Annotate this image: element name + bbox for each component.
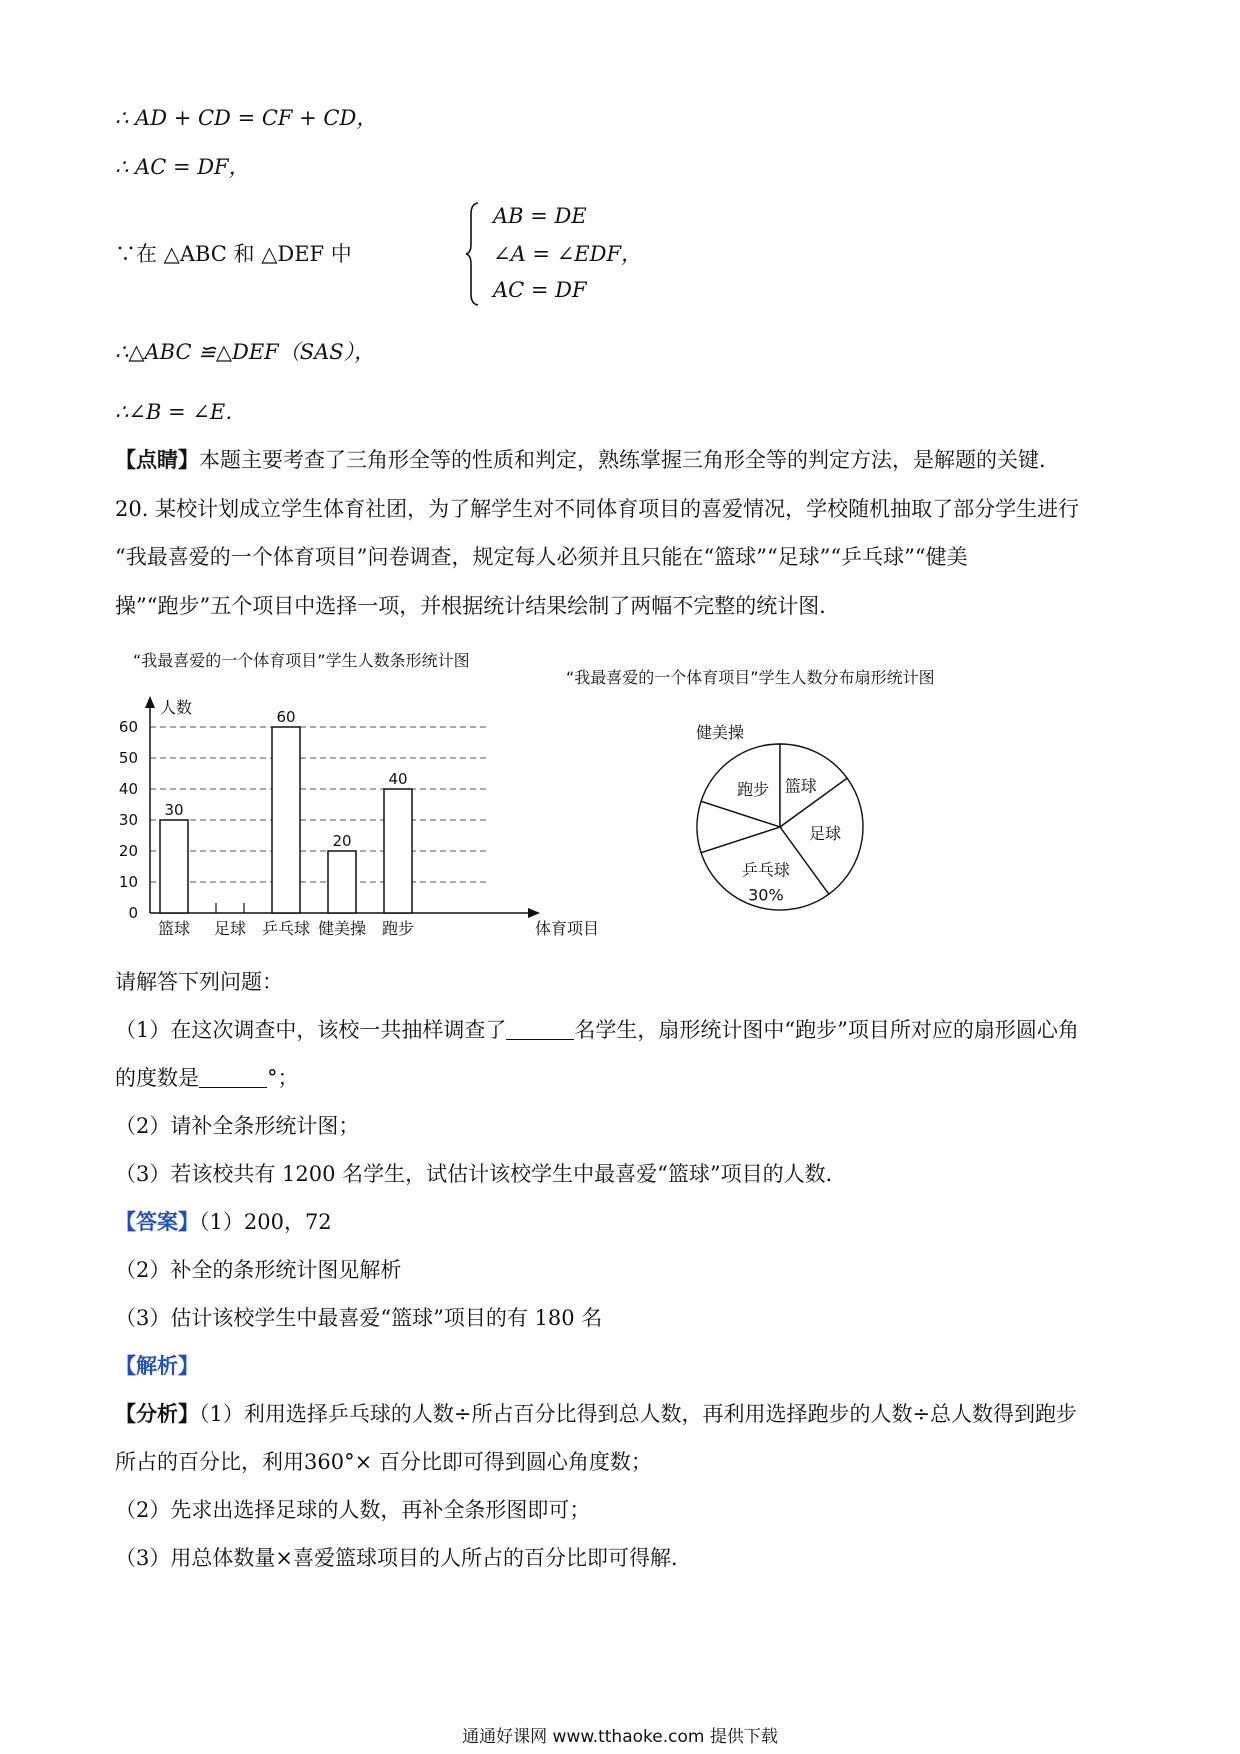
fenxi-label: 【分析】: [115, 1401, 199, 1426]
question-line-3: 操”“跑步”五个项目中选择一项，并根据统计结果绘制了两幅不完整的统计图．: [115, 594, 841, 618]
system-eq-3: AC = DF: [493, 278, 587, 302]
prompt-q1-part-b: 名学生，扇形统计图中“跑步”项目所对应的扇形圆心角: [574, 1018, 1079, 1042]
dianjing-text: 本题主要考查了三角形全等的性质和判定，熟练掌握三角形全等的判定方法，是解题的关键．: [199, 448, 1060, 472]
pie-chart-title: “我最喜爱的一个体育项目”学生人数分布扇形统计图: [566, 668, 935, 687]
x-axis-label: 体育项目: [535, 919, 600, 938]
prompt-q1-part-d: °；: [267, 1066, 299, 1090]
pie-percent-label: 30%: [748, 885, 784, 905]
x-tick-label: 乒乓球: [261, 919, 311, 938]
pie-slice-label: 乒乓球: [741, 860, 790, 880]
y-tick-label: 30: [118, 811, 138, 829]
prompt-q1-part-c: 的度数是: [115, 1066, 199, 1090]
y-tick-label: 0: [128, 904, 138, 922]
fenxi-1b: 所占的百分比，利用360°× 百分比即可得到圆心角度数；: [115, 1450, 652, 1474]
proof-line-1: ∴ AD + CD = CF + CD，: [115, 106, 378, 130]
bar: [328, 851, 356, 913]
dianjing-paragraph: [115, 446, 1060, 474]
bar: [272, 727, 300, 913]
y-tick-label: 40: [118, 780, 138, 798]
proof-line-5: ∴∠B = ∠E．: [115, 400, 247, 424]
pie-chart: [672, 712, 912, 952]
fenxi-2: （2）先求出选择足球的人数，再补全条形图即可；: [115, 1498, 591, 1522]
bar-chart: [110, 680, 600, 940]
pie-slice-label: 篮球: [784, 776, 817, 796]
prompt-q1-line-1: [115, 1016, 1079, 1044]
proof-system: [115, 200, 643, 310]
answer-blank-2[interactable]: [199, 1069, 267, 1088]
system-eq-2: ∠A = ∠EDF，: [493, 242, 643, 266]
bar-data-label: 20: [332, 832, 352, 850]
prompt-q1-line-2: [115, 1064, 299, 1092]
y-tick-label: 10: [118, 873, 138, 891]
question-line-1: 20. 某校计划成立学生体育社团，为了解学生对不同体育项目的喜爱情况，学校随机抽取了部分学生进行: [115, 497, 1080, 521]
system-eq-1: AB = DE: [493, 204, 587, 228]
answer-1: （1）200，72: [199, 1210, 332, 1234]
bar-data-label: 30: [164, 801, 184, 819]
pie-slice-label: 跑步: [737, 780, 770, 800]
fenxi-3: （3）用总体数量×喜爱篮球项目的人所占的百分比即可得解．: [115, 1546, 692, 1570]
pie-slice-label: 足球: [809, 824, 842, 844]
prompt-q3: （3）若该校共有 1200 名学生，试估计该校学生中最喜爱“篮球”项目的人数．: [115, 1162, 847, 1186]
bar-chart-title: “我最喜爱的一个体育项目”学生人数条形统计图: [133, 651, 470, 670]
y-axis-label: 人数: [160, 698, 193, 717]
y-axis-arrow-icon: [145, 696, 155, 708]
answer-blank-1[interactable]: [506, 1021, 574, 1040]
answer-label: 【答案】: [115, 1209, 199, 1234]
x-axis-arrow-icon: [528, 908, 540, 918]
answer-2: （2）补全的条形统计图见解析: [115, 1258, 402, 1282]
y-tick-label: 50: [118, 749, 138, 767]
fenxi-1: （1）利用选择乒乓球的人数÷所占百分比得到总人数，再利用选择跑步的人数÷总人数得到跑步: [199, 1402, 1078, 1426]
x-tick-label: 跑步: [381, 919, 415, 938]
answer-3: （3）估计该校学生中最喜爱“篮球”项目的有 180 名: [115, 1306, 603, 1330]
dianjing-label: 【点睛】: [115, 447, 199, 472]
y-tick-label: 60: [118, 718, 138, 736]
x-tick-label: 篮球: [157, 919, 191, 938]
pie-outside-label: 健美操: [695, 723, 745, 742]
y-tick-label: 20: [118, 842, 138, 860]
x-tick-label: 健美操: [317, 919, 367, 938]
page-footer: 通通好课网 www.tthaoke.com 提供下载: [462, 1727, 778, 1747]
x-tick-label: 足球: [213, 919, 247, 938]
question-line-2: “我最喜爱的一个体育项目”问卷调查，规定每人必须并且只能在“篮球”“足球”“乒乓球”“健美: [115, 545, 968, 569]
bar-data-label: 60: [276, 708, 296, 726]
prompt-intro: 请解答下列问题：: [115, 970, 283, 994]
proof-line-2: ∴ AC = DF，: [115, 155, 250, 179]
analysis-line-1: [115, 1400, 1077, 1428]
bar: [384, 789, 412, 913]
left-brace-icon: [465, 202, 479, 306]
bar: [160, 820, 188, 913]
proof-system-lead: ∵在 △ABC 和 △DEF 中: [115, 242, 352, 266]
prompt-q1-part-a: （1）在这次调查中，该校一共抽样调查了: [115, 1018, 507, 1042]
answer-line-1: [115, 1208, 332, 1236]
prompt-q2: （2）请补全条形统计图；: [115, 1114, 360, 1138]
proof-line-4: ∴△ABC ≌△DEF（SAS），: [115, 340, 376, 364]
bar-data-label: 40: [388, 770, 408, 788]
analysis-label: 【解析】: [115, 1353, 199, 1378]
